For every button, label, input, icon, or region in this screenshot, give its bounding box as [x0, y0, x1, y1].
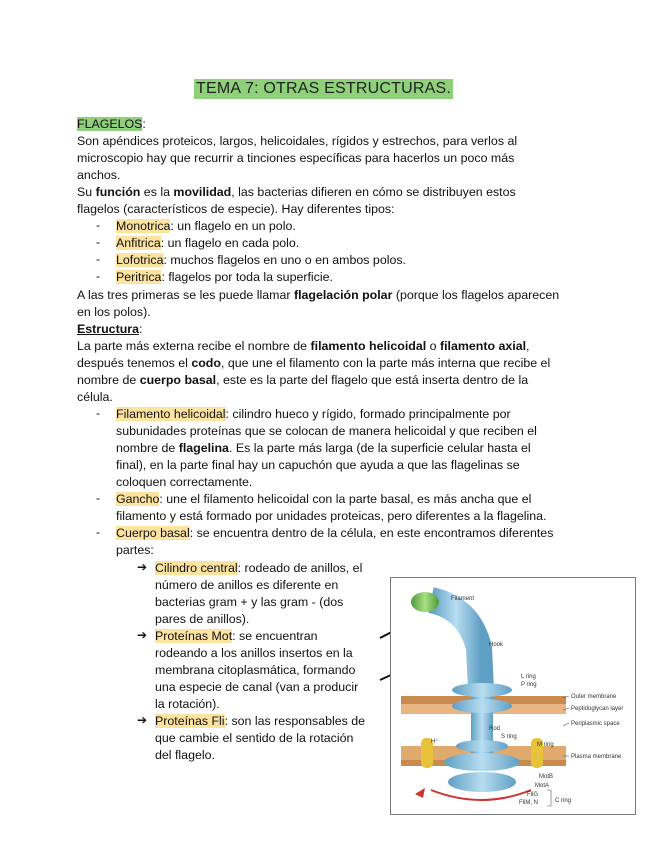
s-ring	[456, 740, 508, 752]
arrow-bullet-icon: ➔	[137, 713, 148, 727]
list-item: Gancho: une el filamento helicoidal con la parte basal, es más ancha que el	[116, 492, 532, 506]
paragraph-line: anchos.	[77, 168, 121, 182]
label-s-ring: S ring	[501, 734, 517, 740]
sub-list-line: una especie de canal (van a producir	[155, 680, 359, 694]
label-filament: Filament	[451, 596, 475, 602]
bullet-dash: -	[96, 235, 101, 249]
filament-tip	[411, 592, 439, 612]
sub-list-line: número de anillos es diferente en	[155, 578, 339, 592]
paragraph-line: microscopio hay que recurrir a tinciones específicas para hacerlos un poco más	[77, 151, 515, 165]
bullet-dash: -	[96, 252, 101, 266]
list-item-line: filamento y está formado por unidades proteicas, pero diferentes a la flagelina.	[116, 509, 547, 523]
list-item-line: partes:	[116, 543, 154, 557]
bullet-dash: -	[96, 218, 101, 232]
list-item: Anfitrica: un flagelo en cada polo.	[116, 236, 300, 250]
estructura-heading: Estructura:	[77, 322, 143, 336]
arrow-bullet-icon: ➔	[137, 560, 148, 574]
label-c-ring: C ring	[555, 798, 572, 804]
flagellum-illustration	[391, 578, 635, 814]
label-mota: MotA	[535, 783, 550, 789]
label-m-ring: M ring	[537, 742, 554, 748]
label-outer-membrane: Outer membrane	[571, 694, 617, 700]
list-item: Lofotrica: muchos flagelos en uno o en ambos polos.	[116, 253, 406, 267]
list-item-line: nombre de flagelina. Es la parte más larga (de la superficie celular hasta el	[116, 441, 531, 455]
page-title: TEMA 7: OTRAS ESTRUCTURAS.	[196, 80, 452, 97]
label-peptidoglycan: Peptidoglycan layer	[571, 706, 624, 712]
label-l-ring: L ring	[521, 674, 536, 680]
sub-list-item: Proteínas Fli: son las responsables de	[155, 714, 366, 728]
list-item-line: subunidades proteínas que se colocan de manera helicoidal y que reciben el	[116, 424, 537, 438]
p-ring	[452, 699, 512, 713]
paragraph-line: Son apéndices proteicos, largos, helicoidales, rígidos y estrechos, para verlos al	[77, 134, 518, 148]
paragraph-line: en los polos).	[77, 305, 151, 319]
paragraph-line: A las tres primeras se les puede llamar flagelación polar (porque los flagelos aparecen	[77, 288, 560, 302]
flagelos-heading: FLAGELOS	[77, 117, 143, 131]
paragraph-line: flagelos (característicos de especie). Hay diferentes tipos:	[77, 202, 395, 216]
label-p-ring: P ring	[521, 682, 537, 688]
heading-colon: :	[142, 117, 146, 131]
sub-list-line: pares de anillos).	[155, 612, 250, 626]
list-item: Cuerpo basal: se encuentra dentro de la célula, en este encontramos diferentes	[116, 526, 554, 540]
label-hook: Hook	[489, 642, 504, 648]
paragraph-line: Su función es la movilidad, las bacterias difieren en cómo se distribuyen estos	[77, 185, 516, 199]
bullet-dash: -	[96, 525, 101, 539]
flagelos-heading-line	[77, 116, 146, 132]
sub-list-line: la rotación).	[155, 697, 220, 711]
label-h-plus: H⁺	[431, 739, 439, 745]
bullet-dash: -	[96, 269, 101, 283]
sub-list-line: del flagelo.	[155, 748, 215, 762]
paragraph-line: célula.	[77, 390, 113, 404]
label-periplasmic: Periplasmic space	[571, 721, 620, 727]
paragraph-line: nombre de cuerpo basal, este es la parte del flagelo que está inserta dentro de la	[77, 373, 529, 387]
l-ring	[452, 683, 512, 697]
label-rod: Rod	[489, 726, 501, 732]
list-item: Peritrica: flagelos por toda la superficie.	[116, 270, 333, 284]
list-item: Monotrica: un flagelo en un polo.	[116, 219, 296, 233]
label-flim: FliM, N	[519, 800, 538, 806]
hook-shape	[431, 600, 481, 690]
label-flig: FliG	[527, 792, 538, 798]
arrow-bullet-icon: ➔	[137, 628, 148, 642]
label-plasma-membrane: Plasma membrane	[571, 754, 622, 760]
list-item-line: coloquen correctamente.	[116, 475, 253, 489]
sub-list-line: que cambie el sentido de la rotación	[155, 731, 354, 745]
paragraph-line: La parte más externa recibe el nombre de filamento helicoidal o filamento axial,	[77, 339, 530, 353]
list-item: Filamento helicoidal: cilindro hueco y rígido, formado principalmente por	[116, 407, 511, 421]
sub-list-item: Cilindro central: rodeado de anillos, el	[155, 561, 363, 575]
paragraph-line: después tenemos el codo, que une el filamento con la parte más interna que recibe el	[77, 356, 551, 370]
list-item-line: final), en la parte final hay un capuchón que ayuda a que las flagelinas se	[116, 458, 520, 472]
flagellum-diagram	[390, 577, 636, 815]
m-ring	[444, 753, 520, 771]
sub-list-item: Proteínas Mot: se encuentran	[155, 629, 318, 643]
c-ring	[448, 772, 516, 792]
sub-list-line: bacterias gram + y las gram - (dos	[155, 595, 344, 609]
bullet-dash: -	[96, 406, 101, 420]
sub-list-line: membrana citoplasmática, formando	[155, 663, 356, 677]
sub-list-line: rodeando a los anillos insertos en la	[155, 646, 353, 660]
label-motb: MotB	[539, 774, 554, 780]
bullet-dash: -	[96, 491, 101, 505]
